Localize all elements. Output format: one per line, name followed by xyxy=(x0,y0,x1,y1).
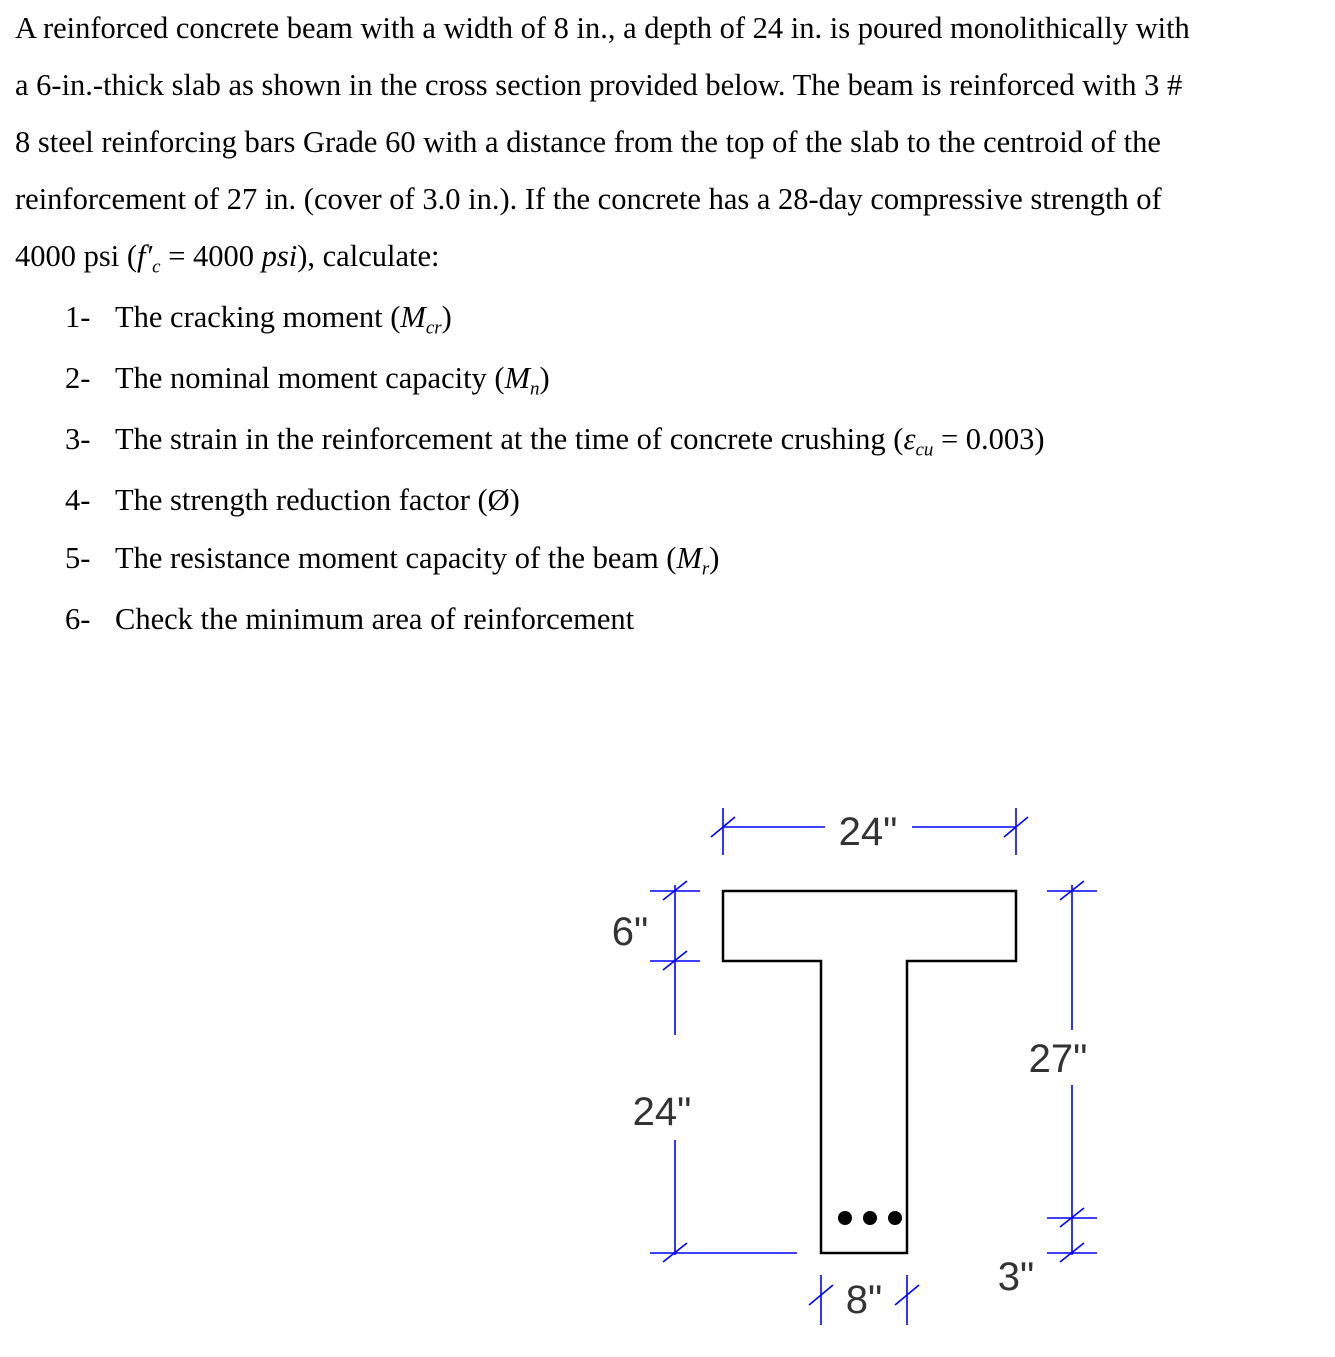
web-width-label: 8" xyxy=(845,1278,883,1322)
total-depth-label: 24" xyxy=(632,1090,692,1134)
problem-line-4: reinforcement of 27 in. (cover of 3.0 in.). If the concrete has a 28-day compressive strength of xyxy=(15,182,1162,216)
flange-width-label: 24" xyxy=(838,810,898,854)
task-3: 3- The strain in the reinforcement at the time of concrete crushing $(\varepsilon_{cu} = 0.003)$ xyxy=(65,422,1045,461)
problem-line-5: 4000 psi ($f'_c = 4000$ psi), calculate: xyxy=(15,239,440,278)
task-4: 4- The strength reduction factor (Ø) xyxy=(65,483,520,517)
rebar-3 xyxy=(888,1211,902,1225)
t-section-outline xyxy=(723,891,1016,1253)
rebar-1 xyxy=(838,1211,852,1225)
problem-line-1: A reinforced concrete beam with a width of 8 in., a depth of 24 in. is poured monolithically with xyxy=(15,11,1190,45)
cover-label: 3" xyxy=(997,1255,1035,1299)
flange-thickness-label: 6" xyxy=(611,910,649,954)
effective-depth-label: 27" xyxy=(1028,1037,1088,1081)
problem-line-3: 8 steel reinforcing bars Grade 60 with a distance from the top of the slab to the centroid of the xyxy=(15,125,1161,159)
task-2: 2- The nominal moment capacity $(M_n)$ xyxy=(65,361,550,400)
rebar-2 xyxy=(863,1211,877,1225)
problem-line-2: a 6-in.-thick slab as shown in the cross section provided below. The beam is reinforced with 3 # xyxy=(15,68,1183,102)
task-6: 6- Check the minimum area of reinforcement xyxy=(65,602,635,636)
task-1: 1- The cracking moment $(M_{cr})$ xyxy=(65,300,452,339)
task-5: 5- The resistance moment capacity of the beam $(M_r)$ xyxy=(65,541,720,580)
